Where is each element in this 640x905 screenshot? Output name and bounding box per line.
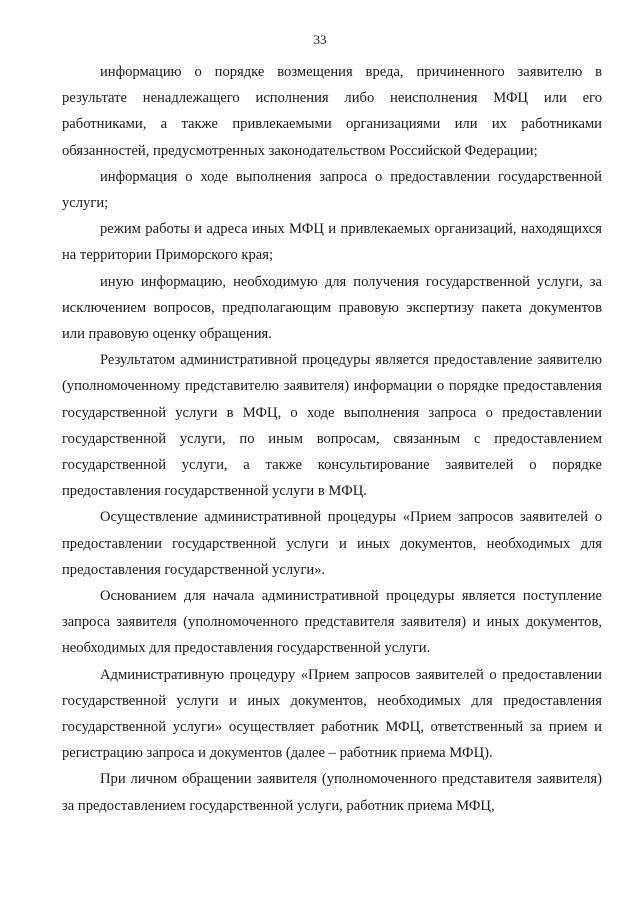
paragraph-personal-visit: При личном обращении заявителя (уполномоченного представителя заявителя) за предоставлением государственной услуги, работник приема МФЦ, [62,771,602,814]
paragraph-procedure-title: Осуществление административной процедуры «Прием запросов заявителей о предоставлении государственной услуги и иных документов, необходимых для предоставления государственной услуги». [62,509,602,578]
paragraph-other-info: иную информацию, необходимую для получения государственной услуги, за исключением вопросов, предполагающим правовую экспертизу пакета документов или правовую оценку обращения. [62,273,602,343]
paragraph-damages-info: информацию о порядке возмещения вреда, причиненного заявителю в результате ненадлежащего исполнения либо неисполнения МФЦ или его работниками, а также привлекаемыми организациями или их работниками обязанностей, предусмотренных законодательством Российской Федерации; [62,64,602,159]
paragraph-procedure-basis: Основанием для начала административной процедуры является поступление запроса заявителя (уполномоченного представителя заявителя) и иных документов, необходимых для предоставления государственной услуги. [62,588,602,657]
paragraph-mfc-addresses: режим работы и адреса иных МФЦ и привлекаемых организаций, находящихся на территории Приморского края; [62,221,602,264]
paragraph-request-status: информация о ходе выполнения запроса о предоставлении государственной услуги; [62,168,602,212]
document-body [62,59,602,819]
paragraph-procedure-responsible: Административную процедуру «Прием запросов заявителей о предоставлении государственной услуги и иных документов, необходимых для предоставления государственной услуги» осуществляет работник МФЦ, ответственный за прием и регистрацию запроса и документов (далее – работник приема МФЦ). [62,666,602,762]
paragraph-procedure-result: Результатом административной процедуры является предоставление заявителю (уполномоченному представителю заявителя) информации о порядке предоставления государственной услуги в МФЦ, о ходе выполнения запроса о предоставлении государственной услуги, по иным вопросам, связанным с предоставлением государственной услуги, а также консультирование заявителей о порядке предоставления государственной услуги в МФЦ. [62,352,602,500]
page-number: 33 [313,32,327,47]
